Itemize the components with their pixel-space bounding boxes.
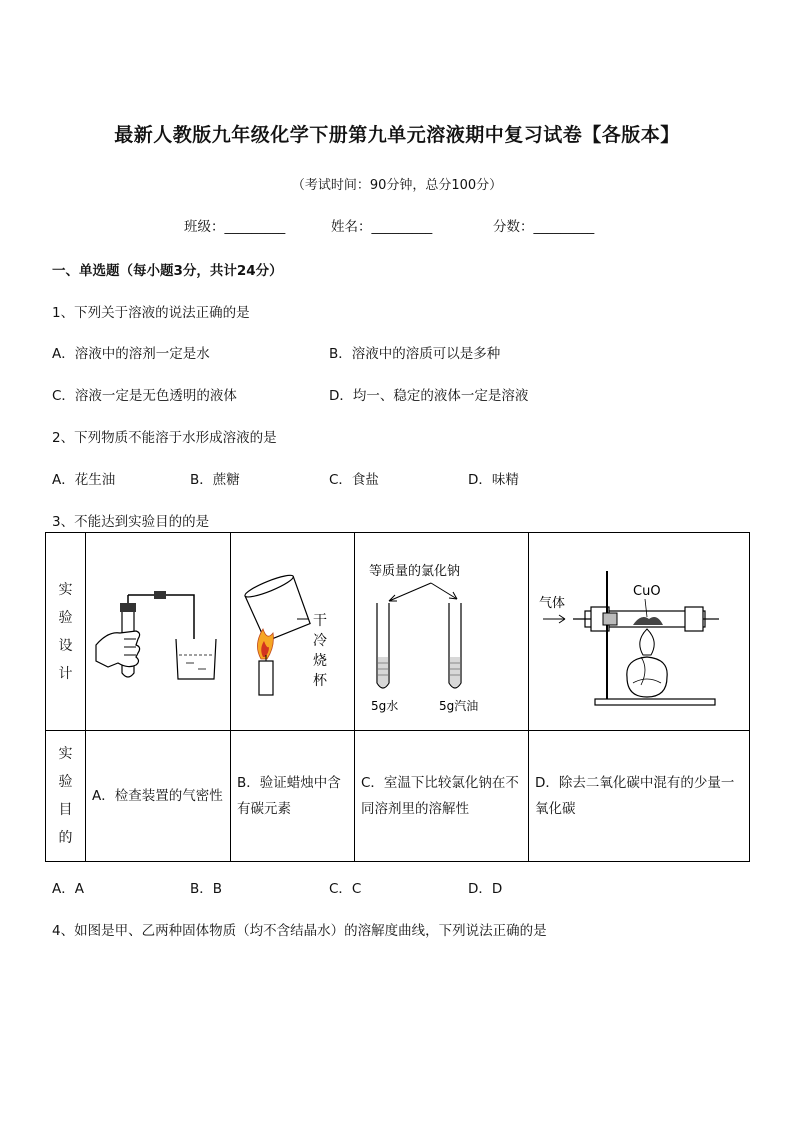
name-field: 姓名：_________ [331,219,433,235]
q4-stem: 4、如图是甲、乙两种固体物质（均不含结晶水）的溶解度曲线，下列说法正确的是 [52,923,547,939]
figure-c-cell [355,533,529,731]
q2-option-c: C．食盐 [329,472,379,488]
q3-option-a: A．A [52,881,84,897]
fig-b-label-4: 杯 [313,673,327,689]
row-header-purpose: 实 验 目 的 [46,731,86,862]
q2-stem: 2、下列物质不能溶于水形成溶液的是 [52,430,277,446]
q2-option-d: D．味精 [468,472,519,488]
q3-stem: 3、不能达到实验目的的是 [52,514,210,530]
figure-a-cell [86,533,231,731]
figure-b-cell [231,533,355,731]
co-removal-apparatus-figure [529,533,750,726]
purpose-a: A．检查装置的气密性 [86,731,231,862]
purpose-d: D．除去二氧化碳中混有的少量一氧化碳 [529,731,750,862]
q1-option-a: A．溶液中的溶剂一定是水 [52,346,210,362]
fig-b-label-1: 干 [313,613,327,629]
fig-c-left-label: 5g水 [371,699,399,713]
q3-option-b: B．B [190,881,223,897]
q2-option-a: A．花生油 [52,472,116,488]
fig-c-top-label: 等质量的氯化钠 [369,564,461,579]
exam-subtitle: （考试时间：90分钟，总分100分） [291,178,503,193]
candle-beaker-figure [231,533,355,726]
q3-option-d: D．D [468,881,503,897]
q1-option-c: C．溶液一定是无色透明的液体 [52,388,237,404]
airtightness-apparatus-figure [86,533,231,726]
fig-d-gas-label: 气体 [539,596,566,611]
experiment-table [45,532,750,862]
fig-b-label-2: 冷 [313,633,327,649]
score-field: 分数：_________ [493,219,595,235]
purpose-c: C．室温下比较氯化钠在不同溶剂里的溶解性 [355,731,529,862]
exam-title: 最新人教版九年级化学下册第九单元溶液期中复习试卷【各版本】 [114,124,680,146]
fig-d-cuo-label: CuO [633,584,661,599]
class-field: 班级：_________ [184,219,286,235]
purpose-b: B．验证蜡烛中含有碳元素 [231,731,355,862]
q3-option-c: C．C [329,881,362,897]
fig-c-right-label: 5g汽油 [439,699,479,713]
section-heading: 一、单选题（每小题3分，共计24分） [52,263,283,279]
solubility-tubes-figure [355,533,529,726]
fig-b-label-3: 烧 [313,653,327,669]
q2-option-b: B．蔗糖 [190,472,240,488]
row-header-design: 实 验 设 计 [46,533,86,731]
q1-option-d: D．均一、稳定的液体一定是溶液 [329,388,529,404]
figure-d-cell [529,533,750,731]
q1-option-b: B．溶液中的溶质可以是多种 [329,346,501,362]
q1-stem: 1、下列关于溶液的说法正确的是 [52,305,250,321]
